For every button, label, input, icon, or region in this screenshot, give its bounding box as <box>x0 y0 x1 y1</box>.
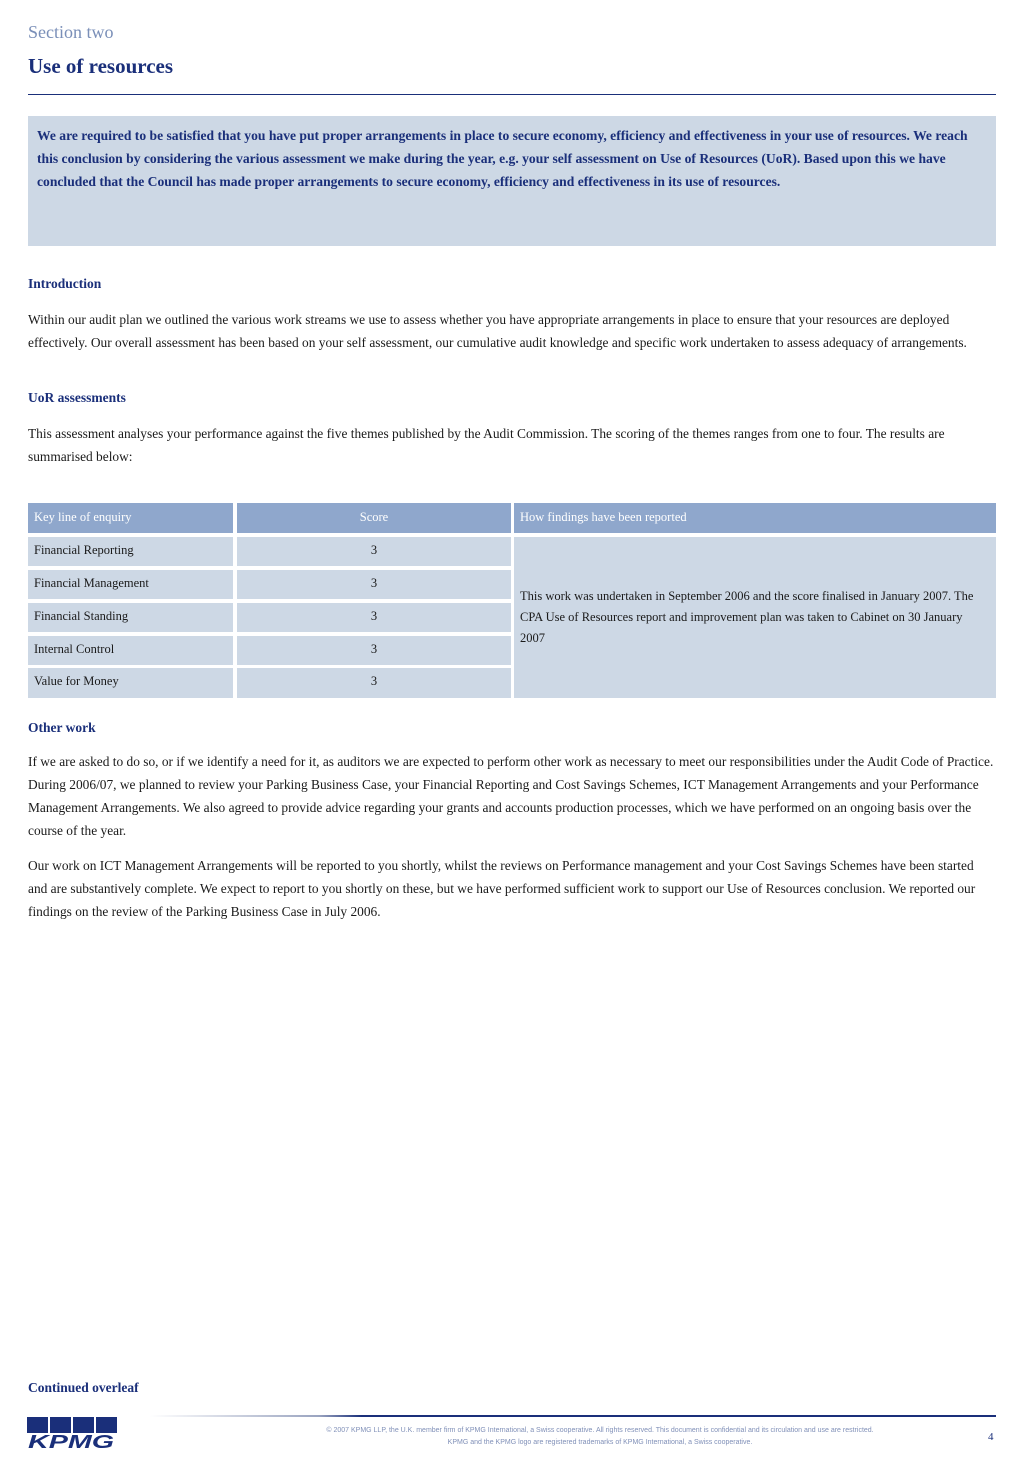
table-findings-text: This work was undertaken in September 2006 and the score finalised in January 2007. The CPA Use of Resources report and improvement plan was taken to Cabinet on 30 January 2007 <box>520 589 974 645</box>
summary-text: We are required to be satisfied that you have put proper arrangements in place to secure economy, efficiency and effectiveness in your use of resources. We reach this conclusion by considering the various assessment we make during the year, e.g. your self assessment on Use of Resources (UoR). Based upon this we have concluded that the Council has made proper arrangements to secure economy, efficiency and effectiveness in its use of resources. <box>37 128 968 189</box>
table-header-findings: How findings have been reported <box>514 503 996 533</box>
table-row-kloe: Financial Reporting <box>28 537 233 566</box>
introduction-heading: Introduction <box>28 276 102 291</box>
other-work-paragraph-1: If we are asked to do so, or if we identify a need for it, as auditors we are expected to perform other work as necessary to meet our responsibilities under the Audit Code of Practice. During 2006/07, we planned to review your Parking Business Case, your Financial Reporting and Cost Savings Schemes, ICT Management Arrangements and your Performance Management Arrangements. We also agreed to provide advice regarding your grants and accounts production processes, which we have performed on an ongoing basis over the course of the year. <box>28 754 994 838</box>
other-work-heading: Other work <box>28 720 96 735</box>
table-findings-cell <box>514 537 996 698</box>
table-row-kloe: Internal Control <box>28 636 233 665</box>
kpmg-logo <box>27 1417 117 1449</box>
table-row-score: 3 <box>237 668 511 698</box>
continued-overleaf: Continued overleaf <box>28 1380 139 1395</box>
uor-text: This assessment analyses your performance against the five themes published by the Audit Commission. The scoring of the themes ranges from one to four. The results are summarised below: <box>28 426 945 464</box>
legal-notice-line-2: KPMG and the KPMG logo are registered trademarks of KPMG International, a Swiss cooperative. <box>447 1439 753 1446</box>
table-row-kloe: Financial Management <box>28 570 233 599</box>
page-title: Use of resources <box>28 54 174 78</box>
footer-divider <box>150 1415 996 1417</box>
table-header-score: Score <box>237 503 511 533</box>
table-row-score: 3 <box>237 636 511 665</box>
table-row-score: 3 <box>237 537 511 566</box>
legal-notice-line-1: © 2007 KPMG LLP, the U.K. member firm of KPMG International, a Swiss cooperative. All rights reserved. This document is confidential and its circulation and use are restricted. <box>326 1427 874 1434</box>
table-row-kloe: Financial Standing <box>28 603 233 632</box>
table-row-score: 3 <box>237 603 511 632</box>
title-divider <box>28 94 996 95</box>
section-label: Section two <box>28 22 114 42</box>
summary-box <box>28 116 996 246</box>
uor-heading: UoR assessments <box>28 390 126 405</box>
page-number: 4 <box>988 1431 994 1443</box>
other-work-paragraph-2: Our work on ICT Management Arrangements will be reported to you shortly, whilst the reviews on Performance management and your Cost Savings Schemes have been started and are substantively complete. We expect to report to you shortly on these, but we have performed sufficient work to support our Use of Resources conclusion. We reported our findings on the review of the Parking Business Case in July 2006. <box>28 858 976 919</box>
table-row-score: 3 <box>237 570 511 599</box>
table-header-kloe: Key line of enquiry <box>28 503 233 533</box>
kpmg-logo-text: KPMG <box>28 1432 114 1449</box>
table-row-kloe: Value for Money <box>28 668 233 698</box>
introduction-text: Within our audit plan we outlined the various work streams we use to assess whether you have appropriate arrangements in place to ensure that your resources are deployed effectively. Our overall assessment has been based on your self assessment, our cumulative audit knowledge and specific work undertaken to assess adequacy of arrangements. <box>28 312 967 350</box>
